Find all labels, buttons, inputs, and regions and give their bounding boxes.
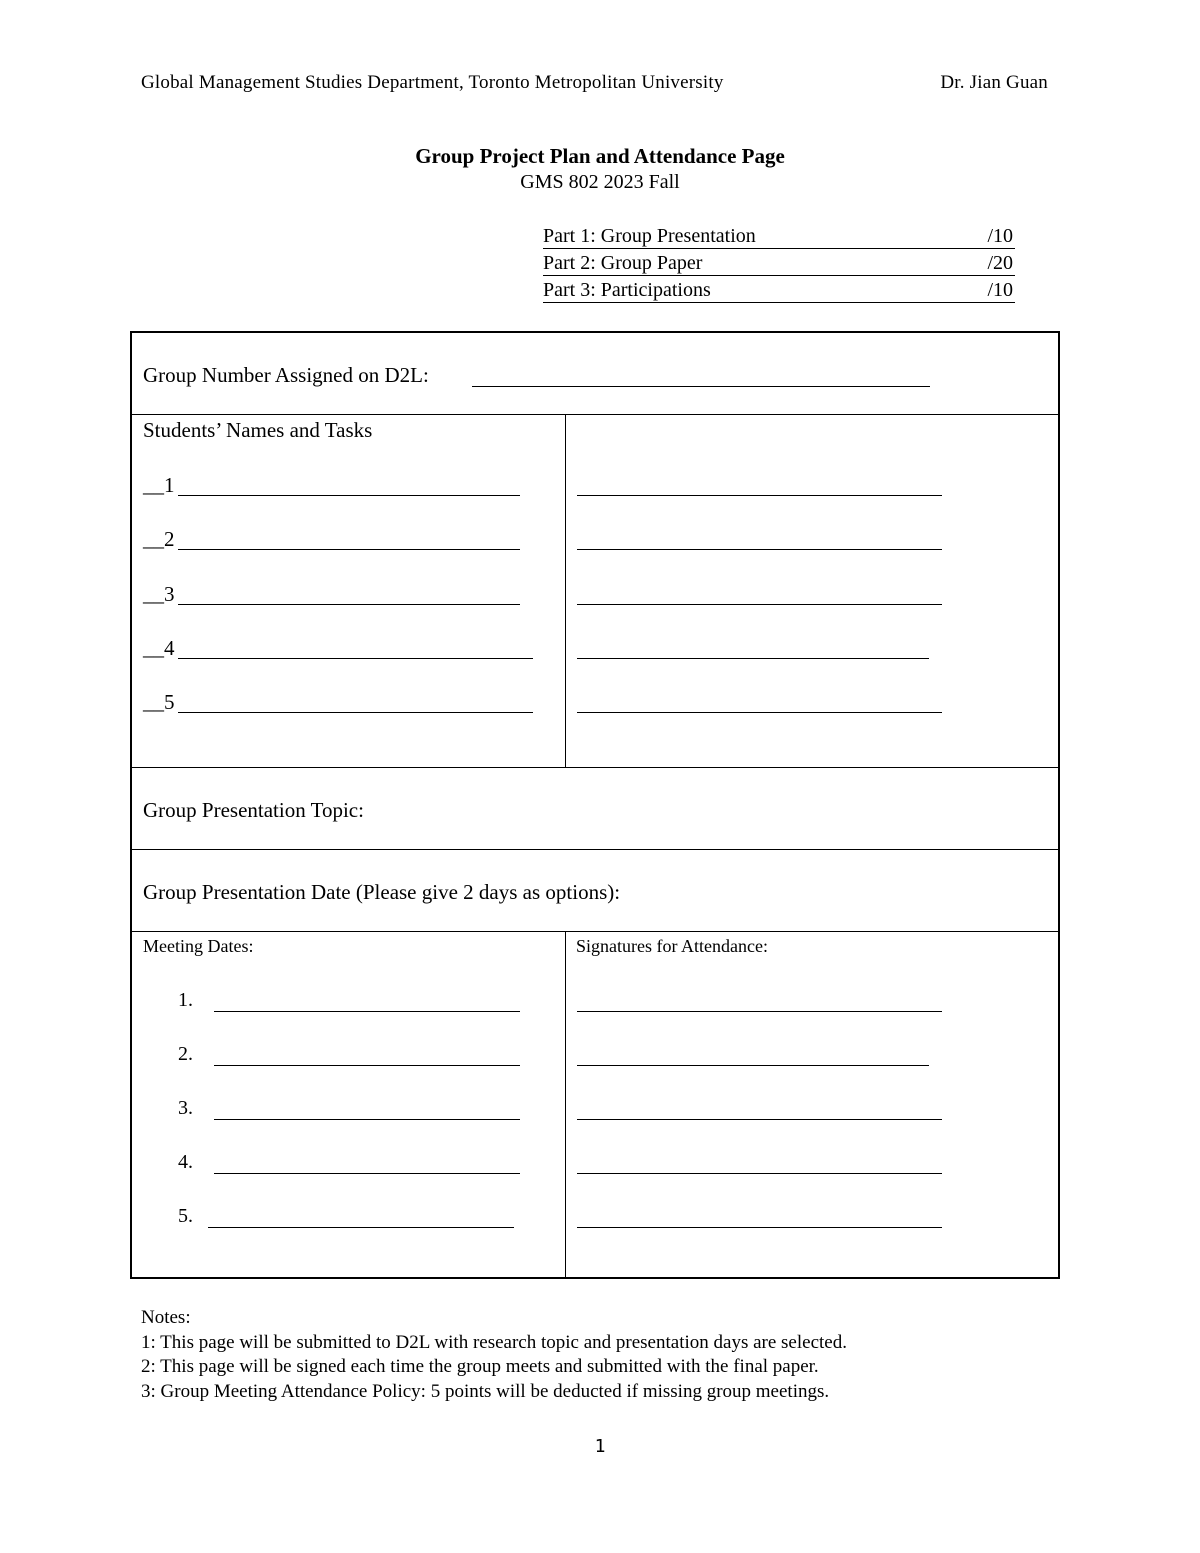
page-number: 1 xyxy=(594,1436,606,1457)
group-number-field[interactable] xyxy=(472,386,930,387)
note-item: 2: This page will be signed each time the group meets and submitted with the final paper. xyxy=(141,1356,819,1377)
note-item: 1: This page will be submitted to D2L with research topic and presentation days are selected. xyxy=(141,1332,847,1353)
student-slot-number: __5 xyxy=(143,690,175,714)
note-item: 3: Group Meeting Attendance Policy: 5 points will be deducted if missing group meetings. xyxy=(141,1381,830,1402)
row-divider xyxy=(132,931,1058,932)
student-name-field[interactable] xyxy=(178,712,533,713)
signature-field[interactable] xyxy=(577,1227,942,1228)
meeting-number: 2. xyxy=(178,1043,193,1065)
meeting-number: 4. xyxy=(178,1151,193,1173)
header-author: Dr. Jian Guan xyxy=(940,72,1048,93)
score-label: Part 1: Group Presentation xyxy=(543,225,756,247)
meeting-number: 5. xyxy=(178,1205,193,1227)
student-slot-number: __4 xyxy=(143,636,175,660)
student-slot-number: __3 xyxy=(143,582,175,606)
signatures-label: Signatures for Attendance: xyxy=(576,936,768,956)
project-form-table xyxy=(130,331,1060,1279)
score-points: /10 xyxy=(987,225,1013,247)
score-row-presentation xyxy=(543,224,1015,249)
presentation-date-label: Group Presentation Date (Please give 2 days as options): xyxy=(143,880,621,904)
row-divider xyxy=(132,414,1058,415)
meeting-date-field[interactable] xyxy=(214,1065,520,1066)
group-number-label: Group Number Assigned on D2L: xyxy=(143,363,429,387)
meeting-date-field[interactable] xyxy=(214,1173,520,1174)
student-task-field[interactable] xyxy=(577,658,929,659)
course-subtitle: GMS 802 2023 Fall xyxy=(520,171,680,193)
student-task-field[interactable] xyxy=(577,604,942,605)
student-name-field[interactable] xyxy=(178,549,520,550)
meeting-date-field[interactable] xyxy=(208,1227,514,1228)
row-divider xyxy=(132,849,1058,850)
score-points: /10 xyxy=(987,279,1013,301)
presentation-topic-label: Group Presentation Topic: xyxy=(143,798,364,822)
page-title: Group Project Plan and Attendance Page xyxy=(415,144,785,168)
notes-heading: Notes: xyxy=(141,1307,191,1328)
score-row-participation xyxy=(543,278,1015,303)
meeting-number: 1. xyxy=(178,989,193,1011)
student-slot-number: __1 xyxy=(143,473,175,497)
signature-field[interactable] xyxy=(577,1119,942,1120)
score-label: Part 2: Group Paper xyxy=(543,252,703,274)
student-name-field[interactable] xyxy=(178,495,520,496)
signature-field[interactable] xyxy=(577,1065,929,1066)
meeting-dates-label: Meeting Dates: xyxy=(143,936,254,956)
meeting-date-field[interactable] xyxy=(214,1011,520,1012)
column-divider xyxy=(565,931,566,1277)
signature-field[interactable] xyxy=(577,1173,942,1174)
row-divider xyxy=(132,767,1058,768)
student-task-field[interactable] xyxy=(577,712,942,713)
students-label: Students’ Names and Tasks xyxy=(143,418,373,442)
student-slot-number: __2 xyxy=(143,527,175,551)
score-points: /20 xyxy=(987,252,1013,274)
signature-field[interactable] xyxy=(577,1011,942,1012)
column-divider xyxy=(565,414,566,767)
meeting-date-field[interactable] xyxy=(214,1119,520,1120)
score-label: Part 3: Participations xyxy=(543,279,711,301)
meeting-number: 3. xyxy=(178,1097,193,1119)
score-row-paper xyxy=(543,251,1015,276)
student-name-field[interactable] xyxy=(178,658,533,659)
student-name-field[interactable] xyxy=(178,604,520,605)
student-task-field[interactable] xyxy=(577,495,942,496)
header-institution: Global Management Studies Department, Toronto Metropolitan University xyxy=(141,72,724,93)
student-task-field[interactable] xyxy=(577,549,942,550)
